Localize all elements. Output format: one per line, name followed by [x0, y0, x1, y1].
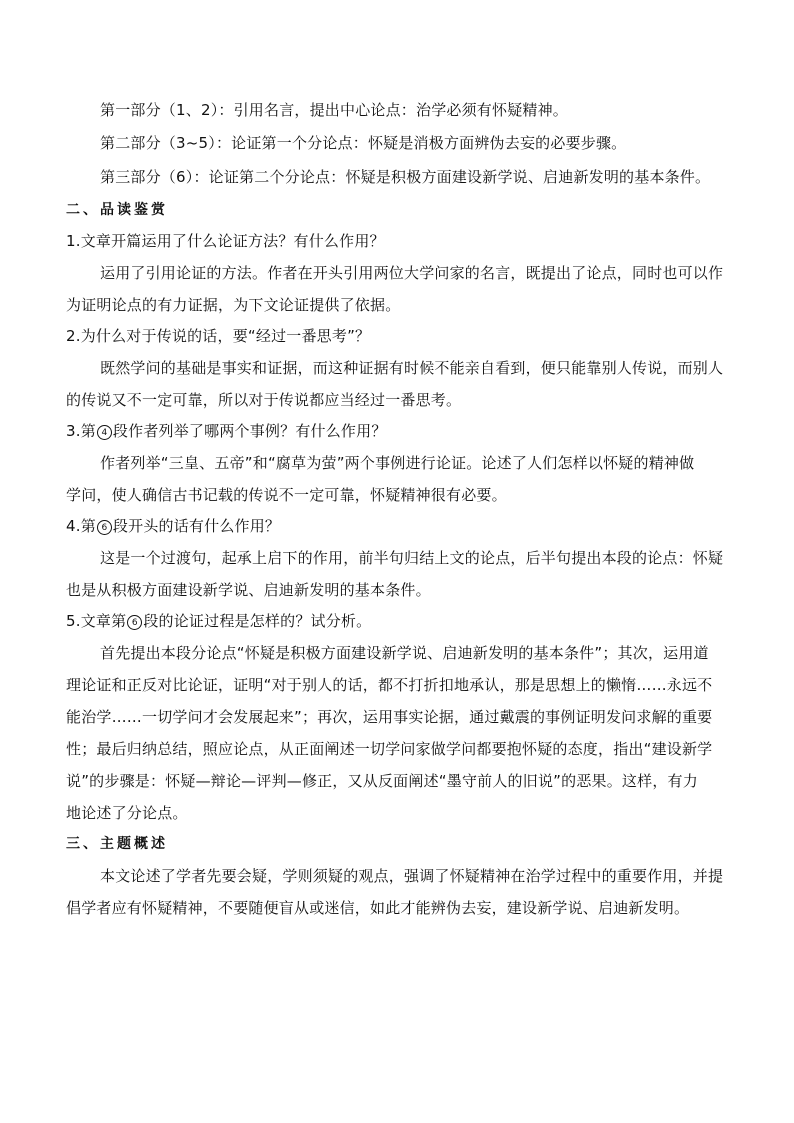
answer-4-line-1: 这是一个过渡句，起承上启下的作用，前半句归结上文的论点，后半句提出本段的论点：怀疑 — [100, 549, 724, 567]
circled-number-6: 6 — [127, 615, 142, 630]
answer-5-line-2: 理论证和正反对比论证，证明“对于别人的话，都不打折扣地承认，那是思想上的懒惰……永远不 — [66, 676, 713, 694]
question-1: 1.文章开篇运用了什么论证方法？有什么作用？ — [66, 232, 385, 250]
answer-5-line-4: 性；最后归纳总结，照应论点，从正面阐述一切学问家做学问都要抱怀疑的态度，指出“建设新学 — [66, 740, 713, 758]
question-5-prefix: 5.文章第 — [66, 612, 127, 630]
question-4 — [66, 515, 794, 537]
answer-5-line-3: 能治学……一切学问才会发展起来”；再次，运用事实论据，通过戴震的事例证明发问求解的重要 — [66, 708, 713, 726]
question-2: 2.为什么对于传说的话，要“经过一番思考”？ — [66, 327, 371, 345]
answer-4-line-2: 也是从积极方面建设新学说、启迪新发明的基本条件。 — [66, 581, 431, 599]
circled-number-6: 6 — [97, 520, 112, 535]
question-4-text: 段开头的话有什么作用？ — [112, 517, 281, 535]
answer-2-line-2: 的传说又不一定可靠，所以对于传说都应当经过一番思考。 — [66, 391, 462, 409]
answer-1-line-1: 运用了引用论证的方法。作者在开头引用两位大学问家的名言，既提出了论点，同时也可以作 — [100, 264, 724, 282]
theme-line-2: 倡学者应有怀疑精神，不要随便盲从或迷信，如此才能辨伪去妄，建设新学说、启迪新发明。 — [66, 899, 690, 917]
answer-3-line-1: 作者列举“三皇、五帝”和“腐草为萤”两个事例进行论证。论述了人们怎样以怀疑的精神做 — [100, 454, 695, 472]
answer-5-line-6: 地论述了分论点。 — [66, 804, 188, 822]
structure-part-2: 第二部分（3~5）：论证第一个分论点：怀疑是消极方面辨伪去妄的必要步骤。 — [100, 134, 627, 152]
answer-5-line-1: 首先提出本段分论点“怀疑是积极方面建设新学说、启迪新发明的基本条件”；其次，运用道 — [100, 644, 709, 662]
question-5-text: 段的论证过程是怎样的？试分析。 — [143, 612, 372, 630]
question-5 — [66, 610, 794, 632]
circled-number-4: 4 — [97, 425, 112, 440]
answer-5-line-5: 说”的步骤是：怀疑—辩论—评判—修正，又从反面阐述“墨守前人的旧说”的恶果。这样，有力 — [66, 772, 698, 790]
question-3 — [66, 420, 794, 442]
question-3-text: 段作者列举了哪两个事例？有什么作用？ — [112, 422, 387, 440]
question-3-prefix: 3.第 — [66, 422, 96, 440]
structure-part-1: 第一部分（1、2）：引用名言，提出中心论点：治学必须有怀疑精神。 — [100, 101, 568, 119]
structure-part-3: 第三部分（6）：论证第二个分论点：怀疑是积极方面建设新学说、启迪新发明的基本条件。 — [100, 168, 711, 186]
section-heading-appreciation: 二、品读鉴赏 — [66, 202, 168, 218]
section-heading-theme: 三、主题概述 — [66, 836, 168, 852]
theme-line-1: 本文论述了学者先要会疑，学则须疑的观点，强调了怀疑精神在治学过程中的重要作用，并提 — [100, 867, 724, 885]
question-4-prefix: 4.第 — [66, 517, 96, 535]
answer-2-line-1: 既然学问的基础是事实和证据，而这种证据有时候不能亲自看到，便只能靠别人传说，而别人 — [100, 359, 724, 377]
answer-1-line-2: 为证明论点的有力证据，为下文论证提供了依据。 — [66, 296, 401, 314]
answer-3-line-2: 学问，使人确信古书记载的传说不一定可靠，怀疑精神很有必要。 — [66, 486, 507, 504]
